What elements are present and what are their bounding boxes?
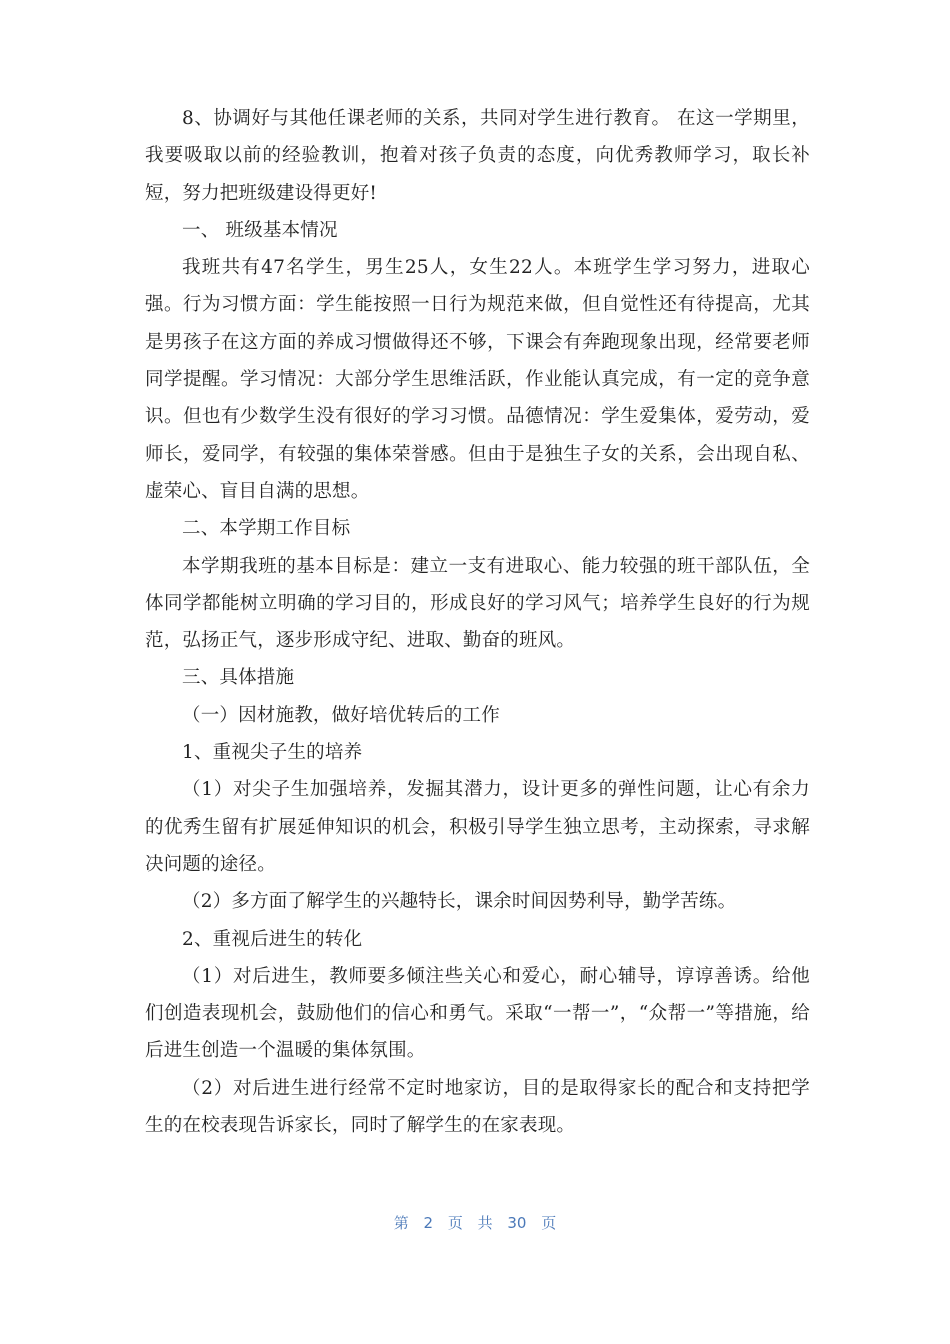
heading-class-situation: 一、 班级基本情况 (182, 219, 338, 241)
heading-top-students: 1、重视尖子生的培养 (182, 742, 363, 764)
heading-teaching-aptitude: （一）因材施教，做好培优转后的工作 (182, 704, 500, 726)
paragraph-class-situation: 我班共有47名学生，男生25人，女生22人。本班学生学习努力，进取心强。行为习惯方面：学生能按照一日行为规范来做，但自觉性还有待提高，尤其是男孩子在这方面的养成习惯做得还不够，下课会有奔跑现象出现，经常要老师同学提醒。学习情况：大部分学生思维活跃，作业能认真完成，有一定的竞争意识。但也有少数学生没有很好的学习习惯。品德情况：学生爱集体，爱劳动，爱师长，爱同学，有较强的集体荣誉感。但由于是独生子女的关系，会出现自私、虚荣心、盲目自满的思想。 (145, 257, 810, 502)
heading-measures: 三、具体措施 (182, 667, 295, 689)
paragraph-struggling-students-2: （2）对后进生进行经常不定时地家访，目的是取得家长的配合和支持把学生的在校表现告诉家长，同时了解学生的在家表现。 (145, 1077, 810, 1137)
document-body (145, 100, 810, 1144)
paragraph-struggling-students-1: （1）对后进生，教师要多倾注些关心和爱心，耐心辅导，谆谆善诱。给他们创造表现机会，鼓励他们的信心和勇气。采取“一帮一”，“众帮一”等措施，给后进生创造一个温暖的集体氛围。 (145, 965, 810, 1062)
heading-semester-goals: 二、本学期工作目标 (182, 518, 351, 540)
heading-struggling-students: 2、重视后进生的转化 (182, 928, 363, 950)
paragraph-top-students-1: （1）对尖子生加强培养，发掘其潜力，设计更多的弹性问题，让心有余力的优秀生留有扩展延伸知识的机会，积极引导学生独立思考，主动探索，寻求解决问题的途径。 (145, 779, 810, 875)
paragraph-top-students-2: （2）多方面了解学生的兴趣特长，课余时间因势利导，勤学苦练。 (182, 891, 737, 913)
paragraph-coordination: 8、协调好与其他任课老师的关系，共同对学生进行教育。 在这一学期里，我要吸取以前的经验教训，抱着对孩子负责的态度，向优秀教师学习，取长补短，努力把班级建设得更好! (145, 108, 810, 204)
page-number-footer: 第 2 页 共 30 页 (393, 1214, 557, 1232)
paragraph-semester-goals: 本学期我班的基本目标是：建立一支有进取心、能力较强的班干部队伍，全体同学都能树立明确的学习目的，形成良好的学习风气；培养学生良好的行为规范，弘扬正气，逐步形成守纪、进取、勤奋的班风。 (145, 555, 810, 652)
